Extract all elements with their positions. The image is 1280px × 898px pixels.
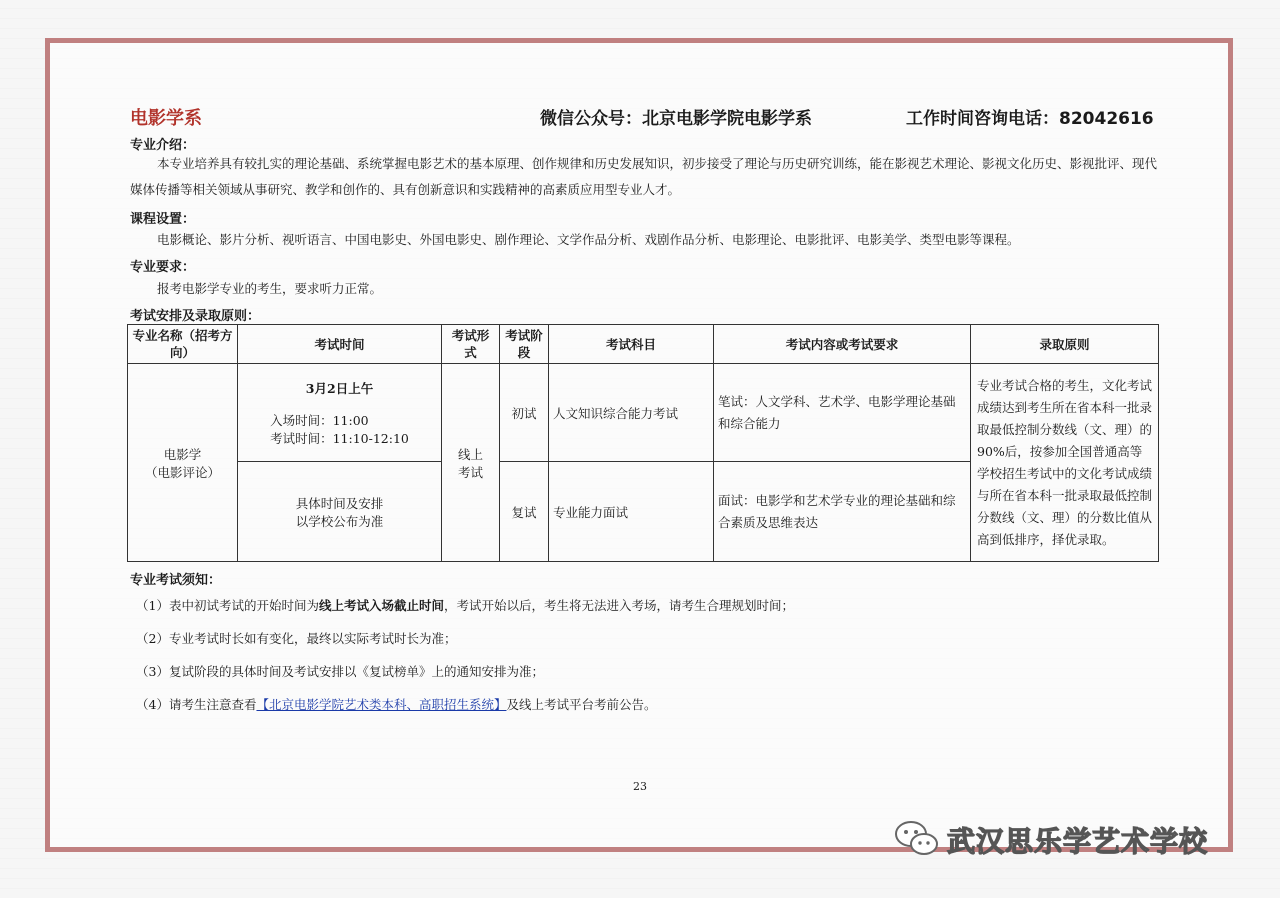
entry-time: 入场时间：11:00 [270,412,369,428]
note-1 [136,596,794,614]
note-4 [136,695,657,713]
contact-phone: 工作时间咨询电话：82042616 [906,109,1154,129]
content-cell-1: 笔试：人文学科、艺术学、电影学理论基础和综合能力 [714,364,971,462]
watermark-text: 武汉思乐学艺术学校 [947,825,1209,858]
watermark [893,818,1208,862]
page-number: 23 [633,780,647,793]
note-1-emphasis: 线上考试入场截止时间 [318,598,444,613]
note-4-text-end: 及线上考试平台考前公告。 [506,697,657,712]
department-name: 电影学系 [130,108,202,129]
exam-time: 考试时间：11:10-12:10 [270,430,409,446]
note-2: （2）专业考试时长如有变化，最终以实际考试时长为准； [136,631,457,646]
intro-text: 本专业培养具有较扎实的理论基础、系统掌握电影艺术的基本原理、创作规律和历史发展知识，初步接受了理论与历史研究训练，能在影视艺术理论、影视文化历史、影视批评、现代媒体传播等相关领域从事研究、教学和创作的、具有创新意识和实践精神的高素质应用型专业人才。 [130,156,1158,197]
stage-cell-1: 初试 [500,364,549,462]
requirements-title: 专业要求： [130,260,196,275]
page-header [130,104,1160,128]
header-rule: 录取原则 [971,325,1159,364]
courses-text: 电影概论、影片分析、视听语言、中国电影史、外国电影史、剧作理论、文学作品分析、戏剧作品分析、电影理论、电影批评、电影美学、类型电影等课程。 [157,232,1020,247]
major-name: 电影学 [163,446,202,462]
admission-system-link[interactable]: 【北京电影学院艺术类本科、高职招生系统】 [256,697,507,712]
header-major: 专业名称（招考方向） [128,325,238,364]
header-stage: 考试阶段 [500,325,549,364]
stage-cell-2: 复试 [500,462,549,562]
note-3: （3）复试阶段的具体时间及考试安排以《复试榜单》上的通知安排为准； [136,664,544,679]
header-form: 考试形式 [442,325,500,364]
form-line-2: 考试 [457,464,483,480]
courses-title: 课程设置： [130,212,196,227]
rule-cell: 专业考试合格的考生，文化考试成绩达到考生所在省本科一批录取最低控制分数线（文、理）的90%后，按参加全国普通高等学校招生考试中的文化考试成绩与所在省本科一批录取最低控制分数线（文、理）的分数比值从高到低排序，择优录取。 [971,364,1159,562]
exam-title: 考试安排及录取原则： [130,309,261,324]
exam-table [127,324,1159,562]
requirements-text: 报考电影学专业的考生，要求听力正常。 [157,281,383,296]
table-row [128,364,1159,462]
wechat-icon [893,818,941,862]
header-subject: 考试科目 [549,325,714,364]
time-cell-1 [238,364,442,462]
exam-date: 3月2日上午 [305,380,374,396]
notes-title: 专业考试须知： [130,573,222,588]
header-content: 考试内容或考试要求 [714,325,971,364]
time2-line-1: 具体时间及安排 [295,495,384,511]
subject-cell-1: 人文知识综合能力考试 [549,364,714,462]
time-cell-2 [238,462,442,562]
subject-cell-2: 专业能力面试 [549,462,714,562]
major-direction: （电影评论） [144,464,220,480]
form-line-1: 线上 [457,446,483,462]
table-header-row [128,325,1159,364]
form-cell [442,364,500,562]
header-time: 考试时间 [238,325,442,364]
note-1-text-end: ，考试开始以后，考生将无法进入考场，请考生合理规划时间； [443,598,794,613]
major-cell [128,364,238,562]
wechat-account: 微信公众号：北京电影学院电影学系 [540,109,812,129]
note-4-text: （4）请考生注意查看 [136,697,257,712]
note-1-text: （1）表中初试考试的开始时间为 [136,598,319,613]
time2-line-2: 以学校公布为准 [295,513,384,529]
content-cell-2: 面试：电影学和艺术学专业的理论基础和综合素质及思维表达 [714,462,971,562]
intro-title: 专业介绍： [130,138,196,153]
